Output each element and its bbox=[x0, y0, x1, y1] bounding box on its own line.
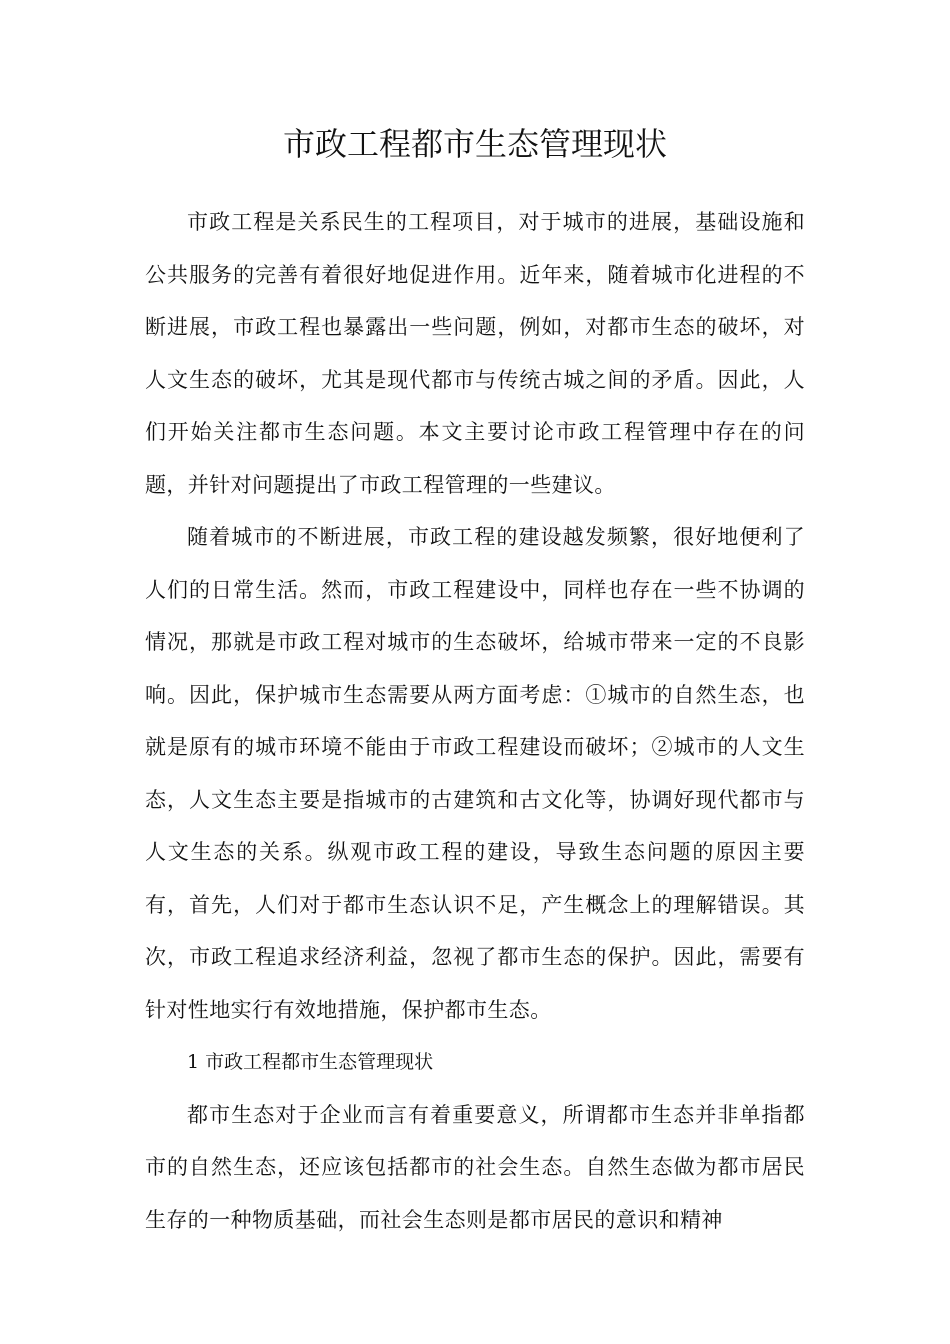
body-paragraph: 随着城市的不断进展，市政工程的建设越发频繁，很好地便利了人们的日常生活。然而，市政工程建设中，同样也存在一些不协调的情况，那就是市政工程对城市的生态破坏，给城市带来一定的不良影响。因此，保护城市生态需要从两方面考虑：①城市的自然生态，也就是原有的城市环境不能由于市政工程建设而破坏；②城市的人文生态，人文生态主要是指城市的古建筑和古文化等，协调好现代都市与人文生态的关系。纵观市政工程的建设，导致生态问题的原因主要有，首先，人们对于都市生态认识不足，产生概念上的理解错误。其次，市政工程追求经济利益，忽视了都市生态的保护。因此，需要有针对性地实行有效地措施，保护都市生态。 bbox=[145, 525, 805, 1022]
section-paragraph: 都市生态对于企业而言有着重要意义，所谓都市生态并非单指都市的自然生态，还应该包括都市的社会生态。自然生态做为都市居民生存的一种物质基础，而社会生态则是都市居民的意识和精神 bbox=[145, 1102, 805, 1232]
document-page bbox=[145, 118, 805, 1246]
section-heading: 1 市政工程都市生态管理现状 bbox=[187, 1051, 434, 1073]
document-title: 市政工程都市生态管理现状 bbox=[282, 125, 667, 163]
intro-paragraph: 市政工程是关系民生的工程项目，对于城市的进展，基础设施和公共服务的完善有着很好地促进作用。近年来，随着城市化进程的不断进展，市政工程也暴露出一些问题，例如，对都市生态的破坏，对人文生态的破坏，尤其是现代都市与传统古城之间的矛盾。因此，人们开始关注都市生态问题。本文主要讨论市政工程管理中存在的问题，并针对问题提出了市政工程管理的一些建议。 bbox=[145, 210, 805, 497]
